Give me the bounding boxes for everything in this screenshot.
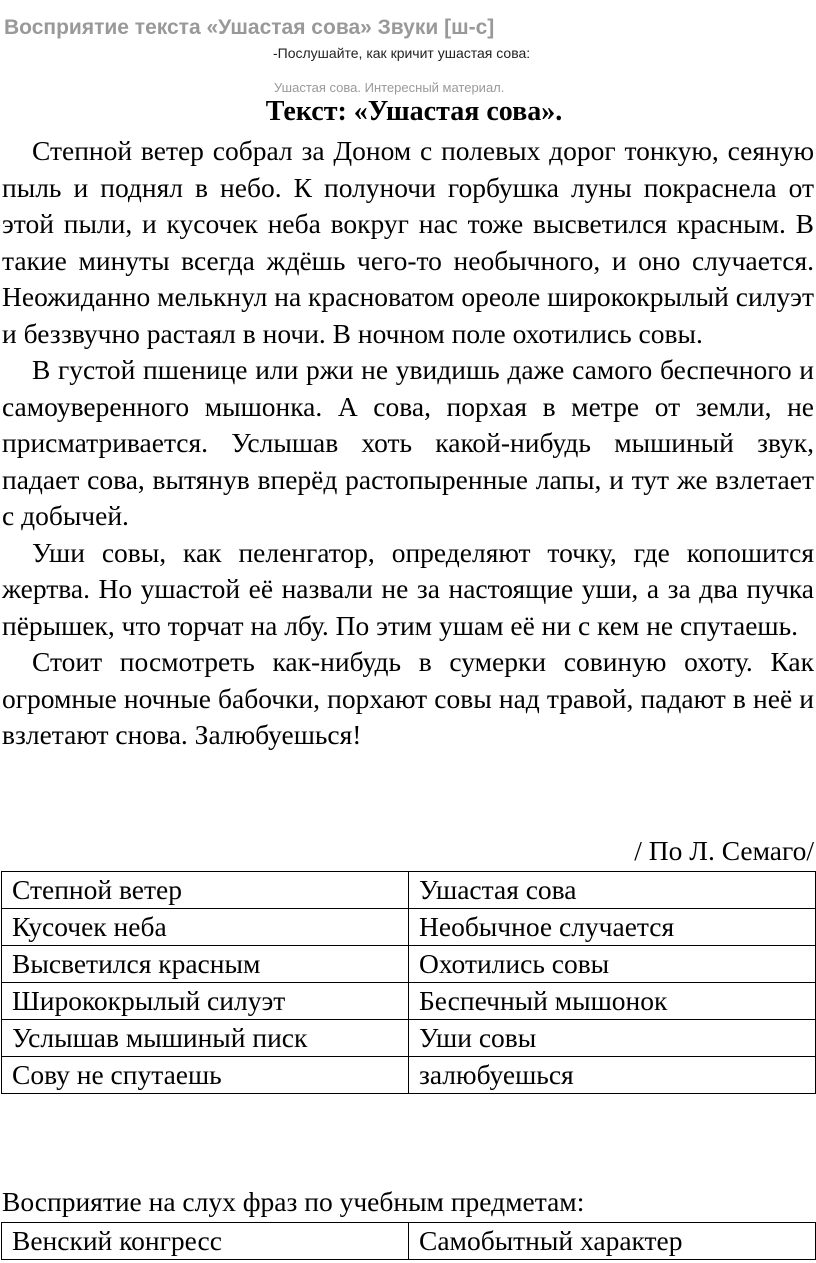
table-row xyxy=(2,1223,816,1260)
paragraph-4: Стоит посмотреть как-нибудь в сумерки совиную охоту. Как огромные ночные бабочки, порхают совы над травой, падают в неё и взлетают снова. Залюбуешься! xyxy=(2,646,814,750)
phrases-table xyxy=(1,871,816,1094)
table-cell: Самобытный характер xyxy=(409,1223,816,1260)
subjects-section-label: Восприятие на слух фраз по учебным предметам: xyxy=(2,1186,585,1217)
image-caption: Ушастая сова. Интересный материал. xyxy=(274,80,505,95)
paragraph-1: Степной ветер собрал за Доном с полевых дорог тонкую, сеяную пыль и поднял в небо. К полуночи горбушка луны покраснела от этой пыли, и кусочек неба вокруг нас тоже высветился красным. В такие минуты всегда ждёшь чего-то необычного, и оно случается. Неожиданно мелькнул на красноватом ореоле ширококрылый силуэт и беззвучно растаял в ночи. В ночном поле охотились совы. xyxy=(2,135,814,349)
table-row xyxy=(2,1020,816,1057)
table-cell: Венский конгресс xyxy=(2,1223,409,1260)
table-row xyxy=(2,983,816,1020)
table-cell: Необычное случается xyxy=(409,909,816,946)
table-cell: Охотились совы xyxy=(409,946,816,983)
author-attribution: / По Л. Семаго/ xyxy=(634,835,814,866)
table-cell: Степной ветер xyxy=(2,872,409,909)
table-row xyxy=(2,872,816,909)
paragraph-3: Уши совы, как пеленгатор, определяют точку, где копошится жертва. Но ушастой её назвали не за настоящие уши, а за два пучка пёрышек, что торчат на лбу. По этим ушам её ни с кем не спутаешь. xyxy=(2,536,814,641)
table-cell: Высветился красным xyxy=(2,946,409,983)
text-title: Текст: «Ушастая сова». xyxy=(265,96,563,127)
table-cell: Кусочек неба xyxy=(2,909,409,946)
table-row xyxy=(2,946,816,983)
table-cell: Ширококрылый силуэт xyxy=(2,983,409,1020)
table-cell: Уши совы xyxy=(409,1020,816,1057)
paragraph-2: В густой пшенице или ржи не увидишь даже самого беспечного и самоуверенного мышонка. А сова, порхая в метре от земли, не присматривается. Услышав хоть какой-нибудь мышиный звук, падает сова, вытянув вперёд растопыренные лапы, и тут же взлетает с добычей. xyxy=(2,354,814,531)
table-row xyxy=(2,1057,816,1094)
page-heading: Восприятие текста «Ушастая сова» Звуки [ш-с] xyxy=(4,16,495,39)
story-text xyxy=(2,133,814,754)
subjects-table xyxy=(1,1222,816,1260)
table-cell: залюбуешься xyxy=(409,1057,816,1094)
listen-instruction: -Послушайте, как кричит ушастая сова: xyxy=(273,45,531,61)
table-cell: Ушастая сова xyxy=(409,872,816,909)
table-cell: Беспечный мышонок xyxy=(409,983,816,1020)
table-cell: Услышав мышиный писк xyxy=(2,1020,409,1057)
table-row xyxy=(2,909,816,946)
table-cell: Сову не спутаешь xyxy=(2,1057,409,1094)
